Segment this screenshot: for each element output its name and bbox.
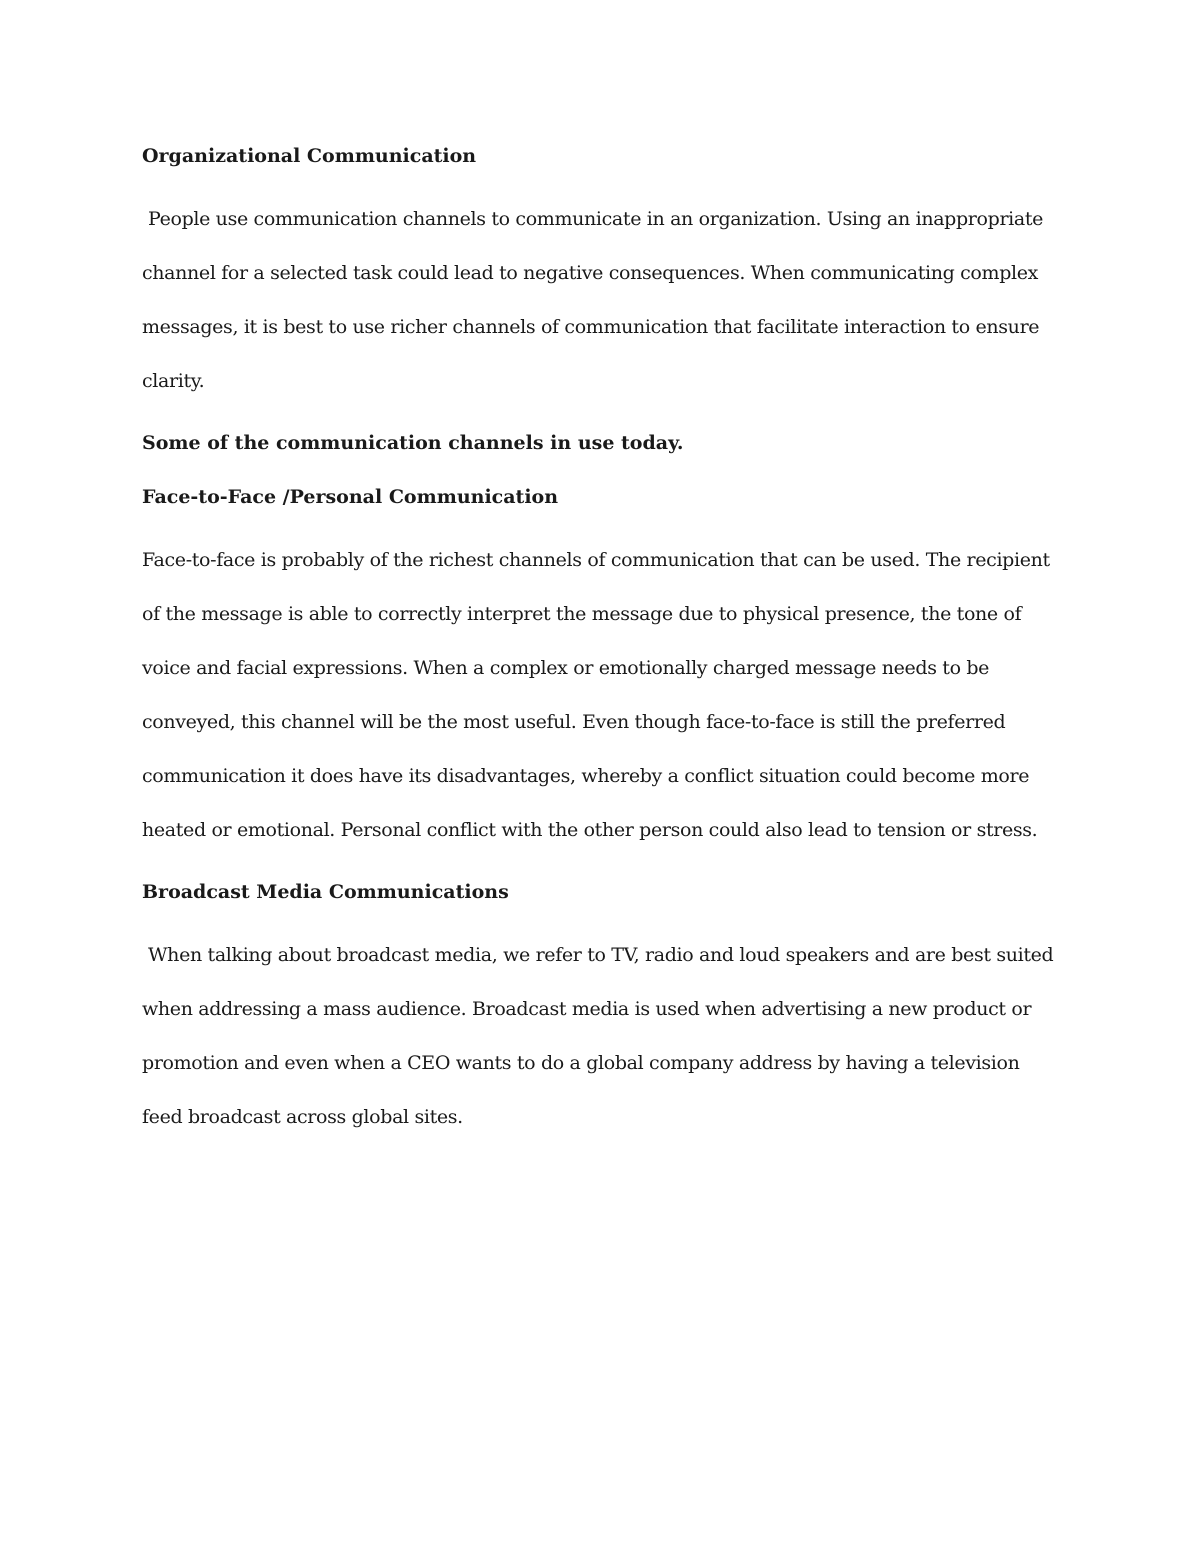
paragraph-line: voice and facial expressions. When a complex or emotionally charged message needs to be — [142, 657, 990, 679]
channels-heading: Some of the communication channels in use today. — [142, 432, 684, 454]
paragraph-line: Face-to-face is probably of the richest channels of communication that can be used. The recipient — [142, 549, 1050, 571]
paragraph-line: of the message is able to correctly interpret the message due to physical presence, the tone of — [142, 603, 1022, 625]
paragraph-line: conveyed, this channel will be the most useful. Even though face-to-face is still the preferred — [142, 711, 1006, 733]
intro-paragraph — [142, 192, 1062, 408]
paragraph-line: channel for a selected task could lead to negative consequences. When communicating complex — [142, 262, 1038, 284]
document-body — [142, 138, 1062, 1161]
paragraph-line: People use communication channels to communicate in an organization. Using an inappropriate — [148, 208, 1044, 230]
paragraph-line: clarity. — [142, 370, 205, 392]
paragraph-line: messages, it is best to use richer channels of communication that facilitate interaction to ensure — [142, 316, 1040, 338]
broadcast-heading: Broadcast Media Communications — [142, 881, 509, 903]
face-to-face-heading: Face-to-Face /Personal Communication — [142, 486, 559, 508]
paragraph-line: when addressing a mass audience. Broadcast media is used when advertising a new product or — [142, 998, 1032, 1020]
broadcast-paragraph — [142, 928, 1062, 1144]
paragraph-line: promotion and even when a CEO wants to do a global company address by having a television — [142, 1052, 1020, 1074]
paragraph-line: When talking about broadcast media, we refer to TV, radio and loud speakers and are best suited — [148, 944, 1054, 966]
paragraph-line: communication it does have its disadvantages, whereby a conflict situation could become more — [142, 765, 1030, 787]
face-to-face-paragraph — [142, 533, 1062, 857]
document-title: Organizational Communication — [142, 145, 477, 167]
paragraph-line: feed broadcast across global sites. — [142, 1106, 463, 1128]
paragraph-line: heated or emotional. Personal conflict with the other person could also lead to tension or stress. — [142, 819, 1038, 841]
